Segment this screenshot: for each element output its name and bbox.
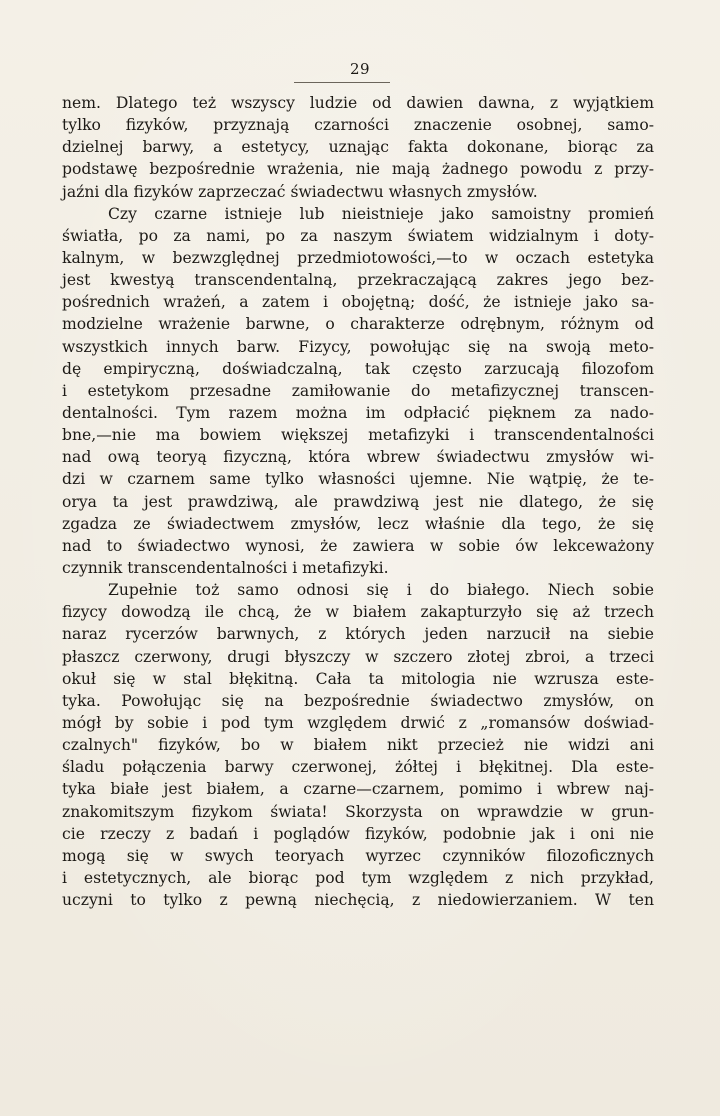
text-line: mógł by sobie i pod tym względem drwić z „romansów doświad- bbox=[62, 713, 654, 732]
text-line: modzielne wrażenie barwne, o charakterze odrębnym, różnym od bbox=[62, 315, 654, 334]
text-line: jaźni dla fizyków zaprzeczać świadectwu własnych zmysłów. bbox=[62, 182, 538, 201]
text-line: nem. Dlatego też wszyscy ludzie od dawien dawna, z wyjątkiem bbox=[62, 94, 654, 112]
text-line: tyka białe jest białem, a czarne—czarnem, pomimo i wbrew naj- bbox=[62, 780, 654, 799]
text-line: naraz rycerzów barwnych, z których jeden narzucił na siebie bbox=[62, 625, 654, 644]
text-line: kalnym, w bezwzględnej przedmiotowości,—to w oczach estetyka bbox=[62, 248, 654, 267]
text-line: okuł się w stal błękitną. Cała ta mitologia nie wzrusza este- bbox=[62, 669, 654, 688]
text-line: fizycy dowodzą ile chcą, że w białem zakapturzyło się aż trzech bbox=[62, 603, 654, 622]
text-line: dę empiryczną, doświadczalną, tak często zarzucają filozofom bbox=[62, 359, 654, 378]
text-line: światła, po za nami, po za naszym światem widzialnym i doty- bbox=[62, 226, 654, 245]
page-number: 29 bbox=[349, 60, 371, 78]
text-line: tylko fizyków, przyznają czarności znaczenie osobnej, samo- bbox=[62, 116, 654, 135]
text-line: bne,—nie ma bowiem większej metafizyki i transcendentalności bbox=[62, 426, 654, 445]
paragraph-start-line: Czy czarne istnieje lub nieistnieje jako samoistny promień bbox=[108, 204, 654, 223]
text-line: nad to świadectwo wynosi, że zawiera w sobie ów lekceważony bbox=[62, 536, 654, 555]
text-line: dzi w czarnem same tylko własności ujemne. Nie wątpię, że te- bbox=[62, 470, 654, 489]
text-line: i estetykom przesadne zamiłowanie do metafizycznej transcen- bbox=[62, 381, 654, 400]
text-line: czalnych" fizyków, bo w białem nikt przecież nie widzi ani bbox=[62, 736, 654, 755]
text-line: i estetycznych, ale biorąc pod tym względem z nich przykład, bbox=[62, 868, 654, 887]
text-line: tyka. Powołując się na bezpośrednie świadectwo zmysłów, on bbox=[62, 691, 654, 710]
text-line: wszystkich innych barw. Fizycy, powołując się na swoją meto- bbox=[62, 337, 654, 356]
text-line: nad ową teoryą fizyczną, która wbrew świadectwu zmysłów wi- bbox=[62, 448, 654, 467]
body-text bbox=[62, 92, 654, 911]
text-line: dzielnej barwy, a estetycy, uznając fakta dokonane, biorąc za bbox=[62, 138, 654, 157]
text-line: orya ta jest prawdziwą, ale prawdziwą jest nie dlatego, że się bbox=[62, 492, 654, 511]
text-line: znakomitszym fizykom świata! Skorzysta on wprawdzie w grun- bbox=[62, 802, 654, 821]
header-rule bbox=[294, 82, 390, 83]
text-line: śladu połączenia barwy czerwonej, żółtej i błękitnej. Dla este- bbox=[62, 758, 654, 777]
text-line: uczyni to tylko z pewną niechęcią, z niedowierzaniem. W ten bbox=[62, 891, 654, 910]
text-line: jest kwestyą transcendentalną, przekraczającą zakres jego bez- bbox=[62, 271, 654, 290]
text-line: czynnik transcendentalności i metafizyki. bbox=[62, 558, 389, 577]
text-line: dentalności. Tym razem można im odpłacić pięknem za nado- bbox=[62, 403, 654, 422]
text-line: zgadza ze świadectwem zmysłów, lecz właśnie dla tego, że się bbox=[62, 514, 654, 533]
text-line: cie rzeczy z badań i poglądów fizyków, podobnie jak i oni nie bbox=[62, 824, 654, 843]
text-line: pośrednich wrażeń, a zatem i obojętną; dość, że istnieje jako sa- bbox=[62, 293, 654, 312]
text-line: płaszcz czerwony, drugi błyszczy w szczero złotej zbroi, a trzeci bbox=[62, 647, 654, 666]
paragraph-start-line: Zupełnie toż samo odnosi się i do białego. Niech sobie bbox=[108, 581, 654, 600]
text-line: podstawę bezpośrednie wrażenia, nie mają żadnego powodu z przy- bbox=[62, 160, 654, 179]
text-line: mogą się w swych teoryach wyrzec czynników filozoficznych bbox=[62, 846, 654, 865]
